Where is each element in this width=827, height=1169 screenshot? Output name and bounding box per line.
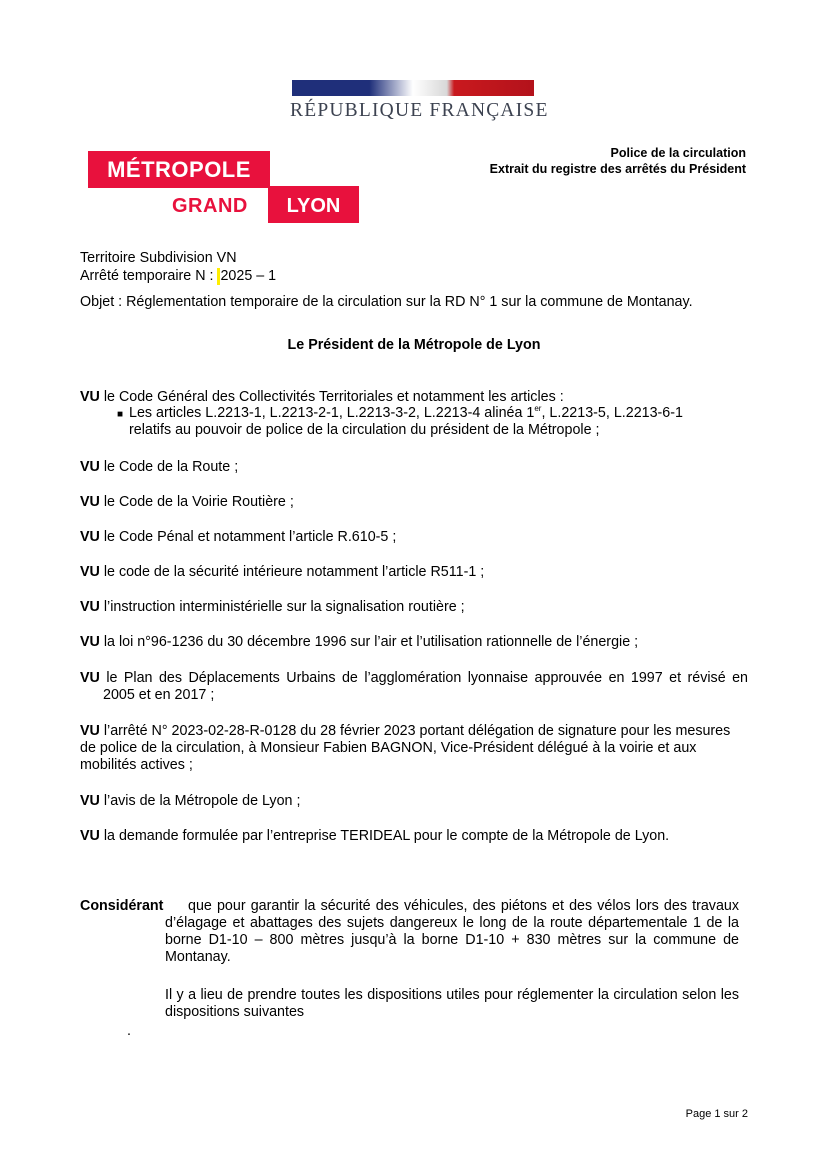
objet: Objet : Réglementation temporaire de la circulation sur la RD N° 1 sur la commune de Montanay. bbox=[80, 294, 693, 310]
vu-item: VU le Code Général des Collectivités Territoriales et notamment les articles : bbox=[80, 389, 564, 405]
page-number: Page 1 sur 2 bbox=[685, 1108, 748, 1120]
bullet-articles: Les articles L.2213-1, L.2213-2-1, L.2213-3-2, L.2213-4 alinéa 1er, L.2213-5, L.2213-6-1 relatifs au pouvoir de police de la circulation du président de la Métropole ; bbox=[129, 404, 683, 438]
vu-item: VU la demande formulée par l’entreprise TERIDEAL pour le compte de la Métropole de Lyon. bbox=[80, 828, 670, 844]
metropole-logo-grand: GRAND bbox=[172, 195, 248, 217]
vu-item: VU l’instruction interministérielle sur la signalisation routière ; bbox=[80, 599, 465, 615]
vu-item: VU l’arrêté N° 2023-02-28-R-0128 du 28 février 2023 portant délégation de signature pour les mesures de police de la circulation, à Monsieur Fabien BAGNON, Vice-Président délégué à la voirie et aux mobilités actives ; bbox=[80, 723, 731, 773]
vu-item: VU le Code de la Voirie Routière ; bbox=[80, 494, 294, 510]
territoire: Territoire Subdivision VN bbox=[80, 250, 237, 266]
vu-item: VU le Plan des Déplacements Urbains de l’agglomération lyonnaise approuvée en 1997 et révisé en 2005 et en 2017 ; bbox=[80, 670, 748, 703]
considerant-text: que pour garantir la sécurité des véhicules, des piétons et des vélos lors des travaux d’élagage et abattages des sujets dangereux le long de la route départementale 1 de la borne D1-10 – 800 mètres jusqu’à la borne D1-10 + 830 mètres sur la commune de Montanay. bbox=[165, 898, 739, 965]
vu-item: VU la loi n°96-1236 du 30 décembre 1996 sur l’air et l’utilisation rationnelle de l’énergie ; bbox=[80, 634, 639, 650]
vu-item: VU l’avis de la Métropole de Lyon ; bbox=[80, 793, 301, 809]
vu-item: VU le Code Pénal et notamment l’article R.610-5 ; bbox=[80, 529, 397, 545]
french-flag-band bbox=[292, 80, 534, 96]
metropole-logo: MÉTROPOLE bbox=[88, 151, 270, 188]
arrete-label: Arrêté temporaire N : bbox=[80, 268, 214, 284]
header-right bbox=[490, 145, 746, 177]
arrete-number bbox=[80, 268, 748, 285]
metropole-logo-lyon: LYON bbox=[268, 186, 359, 223]
vu-item: VU le code de la sécurité intérieure notamment l’article R511-1 ; bbox=[80, 564, 485, 580]
stray-dot: . bbox=[127, 1023, 131, 1039]
header-service: Police de la circulation bbox=[610, 146, 746, 160]
considerant-label: Considérant bbox=[80, 898, 164, 914]
doc-title: Le Président de la Métropole de Lyon bbox=[287, 337, 541, 353]
considerant-conclusion: Il y a lieu de prendre toutes les dispositions utiles pour réglementer la circulation selon les dispositions suivantes bbox=[165, 987, 739, 1020]
republique-francaise-logo: RÉPUBLIQUE FRANÇAISE bbox=[290, 100, 549, 121]
header-registre: Extrait du registre des arrêtés du Président bbox=[489, 162, 746, 176]
bullet-icon: ■ bbox=[117, 409, 124, 420]
arrete-value: 2025 – 1 bbox=[220, 268, 277, 284]
vu-item: VU le Code de la Route ; bbox=[80, 459, 239, 475]
